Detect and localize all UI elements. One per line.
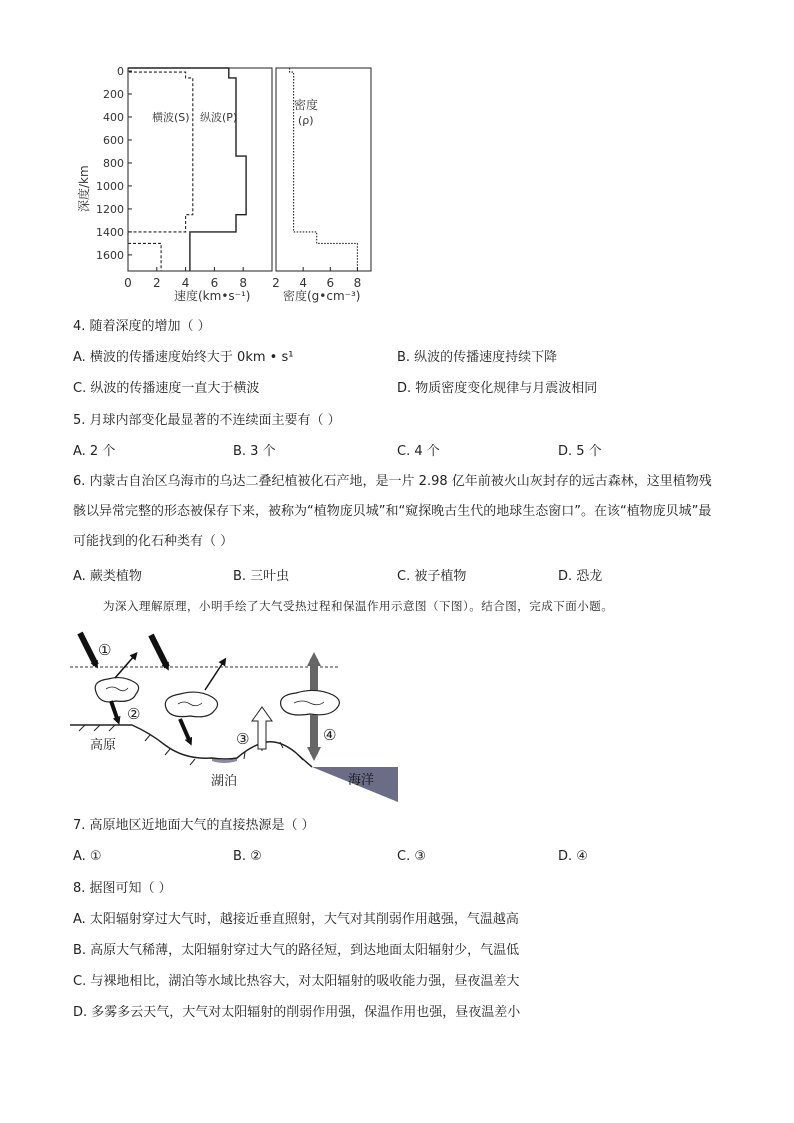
cloud-left	[95, 678, 138, 702]
depth-tick-label: 1600	[96, 248, 124, 262]
depth-tick-label: 1000	[96, 179, 124, 193]
speed-tick-label: 8	[239, 276, 248, 290]
density-tick-label: 4	[299, 276, 307, 290]
density-symbol-label: (ρ)	[298, 114, 314, 127]
density-tick-label: 2	[272, 276, 280, 290]
question-4-option-d[interactable]: D. 物质密度变化规律与月震波相同	[397, 381, 598, 396]
question-8-option-b[interactable]: B. 高原大气稀薄，太阳辐射穿过大气的路径短，到达地面太阳辐射少，气温低	[73, 943, 520, 958]
depth-axis-label: 深度/km	[77, 165, 91, 212]
reflection-arrow-middle	[205, 661, 224, 690]
speed-plot-frame	[128, 68, 272, 271]
density-label: 密度	[294, 98, 319, 112]
marker-1: ①	[98, 641, 112, 659]
question-5-stem: 5. 月球内部变化最显著的不连续面主要有（ ）	[73, 413, 341, 428]
question-4-stem: 4. 随着深度的增加（ ）	[73, 319, 211, 334]
depth-tick-label: 1400	[96, 225, 124, 239]
question-5-option-a[interactable]: A. 2 个	[73, 444, 116, 459]
s-wave-label: 横波(S)	[152, 111, 190, 124]
speed-tick-label: 2	[152, 276, 161, 290]
speed-tick-label: 0	[124, 276, 132, 290]
depth-tick-label: 1200	[96, 202, 124, 216]
lake-label: 湖泊	[211, 774, 238, 789]
depth-tick-label: 800	[103, 156, 124, 170]
question-7-option-b[interactable]: B. ②	[233, 849, 262, 864]
plateau-label: 高原	[90, 738, 117, 753]
speed-tick-label: 6	[210, 276, 219, 290]
question-5-option-c[interactable]: C. 4 个	[397, 444, 440, 459]
question-5-option-b[interactable]: B. 3 个	[233, 444, 276, 459]
question-7-option-c[interactable]: C. ③	[397, 849, 426, 864]
density-tick-label: 6	[326, 276, 335, 290]
density-tick-label: 8	[353, 276, 362, 290]
ground-radiation-arrow	[252, 707, 272, 749]
solar-radiation-arrow-1	[80, 633, 96, 665]
depth-tick-label: 600	[103, 133, 124, 147]
question-8-option-c[interactable]: C. 与裸地相比，湖泊等水域比热容大，对太阳辐射的吸收能力强，昼夜温差大	[73, 974, 520, 989]
solar-radiation-arrow-2	[151, 635, 167, 667]
question-7-stem: 7. 高原地区近地面大气的直接热源是（ ）	[73, 818, 315, 833]
ocean-label: 海洋	[348, 773, 375, 788]
density-plot-frame	[276, 68, 371, 271]
speed-axis-label: 速度(km•s⁻¹)	[174, 289, 251, 303]
direct-radiation-arrow-plateau	[111, 701, 118, 721]
question-8-stem: 8. 据图可知（ ）	[73, 881, 172, 896]
p-wave-line	[128, 68, 246, 271]
question-8-option-d[interactable]: D. 多雾多云天气，大气对太阳辐射的削弱作用强，保温作用也强，昼夜温差小	[73, 1005, 521, 1020]
density-axis-label: 密度(g•cm⁻³)	[283, 289, 361, 303]
marker-4: ④	[323, 726, 337, 744]
question-6-stem: 6. 内蒙古自治区乌海市的乌达二叠纪植被化石产地，是一片 2.98 亿年前被火山灰封存的远古森林，这里植物残骸以异常完整的形态被保存下来，被称为“植物庞贝城”和“窥探晚古生代的地球生态窗口”。在该“植物庞贝城”最可能找到的化石种类有（ ）	[73, 474, 712, 549]
question-7-option-a[interactable]: A. ①	[73, 849, 102, 864]
question-8-option-a[interactable]: A. 太阳辐射穿过大气时，越接近垂直照射，大气对其削弱作用越强，气温越高	[73, 912, 519, 927]
question-6-option-b[interactable]: B. 三叶虫	[233, 569, 290, 584]
depth-tick-label: 400	[103, 110, 124, 124]
question-6-option-c[interactable]: C. 被子植物	[397, 569, 467, 584]
question-4-option-a[interactable]: A. 横波的传播速度始终大于 0km • s¹	[73, 350, 294, 365]
question-4-option-c[interactable]: C. 纵波的传播速度一直大于横波	[73, 381, 260, 396]
question-5-option-d[interactable]: D. 5 个	[558, 444, 602, 459]
question-6-option-a[interactable]: A. 蕨类植物	[73, 569, 142, 584]
marker-2: ②	[127, 705, 141, 723]
speed-tick-label: 4	[181, 276, 190, 290]
marker-3: ③	[236, 730, 250, 748]
question-4-option-b[interactable]: B. 纵波的传播速度持续下降	[397, 350, 558, 365]
figure-2-intro: 为深入理解原理，小明手绘了大气受热过程和保温作用示意图（下图）。结合图，完成下面小题。	[103, 599, 614, 613]
seismic-wave-figure	[0, 0, 794, 310]
depth-tick-label: 0	[117, 65, 124, 78]
question-6-option-d[interactable]: D. 恐龙	[558, 569, 603, 584]
p-wave-label: 纵波(P)	[200, 111, 238, 124]
depth-tick-label: 200	[103, 87, 124, 101]
question-7-option-d[interactable]: D. ④	[558, 849, 588, 864]
direct-radiation-arrow-slope	[180, 719, 190, 742]
atmosphere-heating-figure	[0, 615, 794, 815]
s-wave-line	[128, 68, 193, 271]
